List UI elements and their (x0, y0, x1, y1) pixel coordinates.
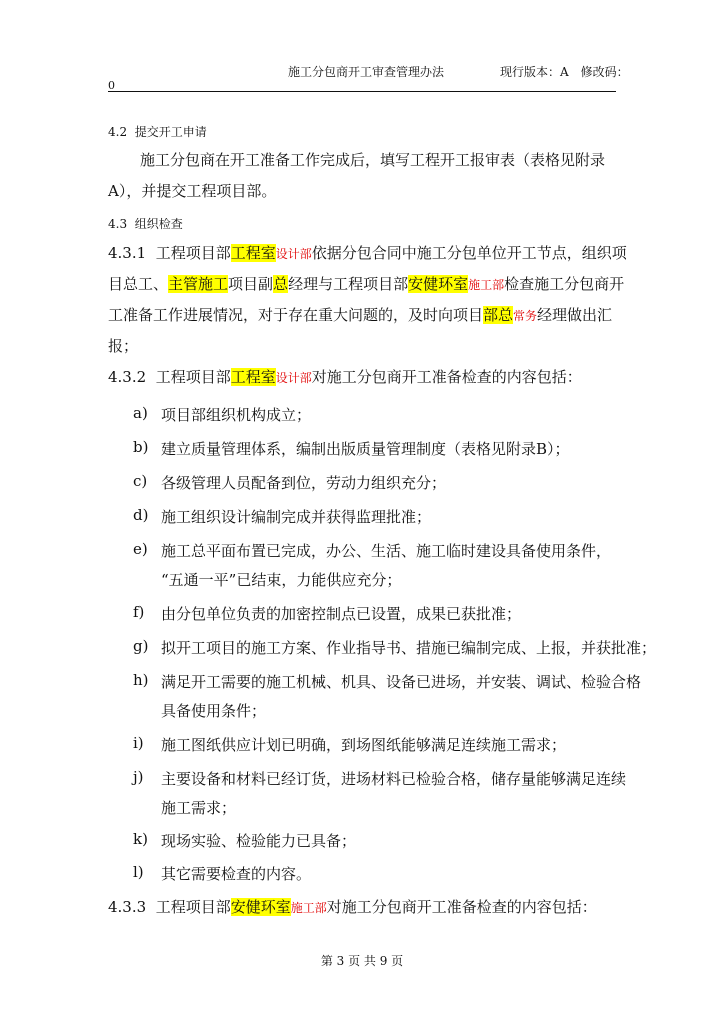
list-label: d) (133, 506, 149, 524)
text-run: 经理与工程项目部 (288, 275, 409, 293)
highlight-text: 安健环室 (230, 898, 291, 916)
list-label: l) (133, 863, 144, 881)
section-4-3-heading (108, 215, 183, 232)
clause-number: 4.3.1 (108, 244, 147, 262)
text-run: 依据分包合同中施工分包单位开工节点，组织项 (311, 244, 627, 262)
list-label: k) (133, 830, 148, 848)
text-run: 对施工分包商开工准备检查的内容包括： (311, 368, 582, 386)
text-run: 工准备工作进展情况，对于存在重大问题的，及时向项目 (108, 306, 484, 324)
text-run: 工程项目部 (155, 368, 231, 386)
list-text: 施工图纸供应计划已明确，到场图纸能够满足连续施工需求； (161, 736, 567, 754)
text-run: 对施工分包商开工准备检查的内容包括： (326, 898, 597, 916)
highlight-text: 安健环室 (408, 275, 469, 293)
paragraph-4-3-1-line-3 (108, 308, 612, 323)
header-title: 施工分包商开工审查管理办法 (288, 65, 445, 79)
section-title: 组织检查 (134, 217, 183, 231)
paragraph-4-3-1-line-2 (108, 277, 624, 292)
list-label: j) (133, 768, 144, 786)
text-run: 经理做出汇 (537, 306, 613, 324)
text-run: 项目副 (228, 275, 274, 293)
list-text: 满足开工需要的施工机械、机具、设备已进场，并安装、调试、检验合格 (161, 673, 642, 691)
section-number: 4.2 (108, 125, 128, 139)
section-4-2-heading (108, 123, 207, 140)
paragraph-4-3-3 (108, 900, 597, 915)
paragraph-4-2-line-1: 施工分包商在开工准备工作完成后，填写工程开工报审表（表格见附录 (140, 151, 606, 169)
text-run: 工程项目部 (155, 898, 231, 916)
list-text: 各级管理人员配备到位，劳动力组织充分； (161, 474, 447, 492)
list-text: 由分包单位负责的加密控制点已设置，成果已获批准； (161, 605, 522, 623)
highlight-text: 部总 (483, 306, 514, 324)
revision-text: 施工部 (290, 901, 327, 915)
revision-text: 常务 (513, 309, 538, 323)
paragraph-4-3-1-line-4: 报； (108, 337, 139, 355)
list-text: 主要设备和材料已经订货，进场材料已检验合格，储存量能够满足连续 (161, 770, 627, 788)
list-label: a) (133, 404, 148, 422)
header-rule (108, 91, 616, 92)
paragraph-4-2-line-2: A），并提交工程项目部。 (108, 182, 277, 200)
header-left-mark: 0 (108, 79, 115, 92)
paragraph-4-3-1-line-1 (108, 246, 627, 261)
revision-text: 设计部 (275, 247, 312, 261)
list-label: e) (133, 540, 148, 558)
list-label: g) (133, 637, 149, 655)
highlight-text: 主管施工 (168, 275, 229, 293)
highlight-text: 工程室 (230, 368, 276, 386)
list-label: b) (133, 438, 149, 456)
list-label: h) (133, 671, 149, 689)
list-text: 施工总平面布置已完成，办公、生活、施工临时建设具备使用条件， (161, 542, 612, 560)
list-text: 现场实验、检验能力已具备； (161, 832, 357, 850)
list-text: 拟开工项目的施工方案、作业指导书、措施已编制完成、上报，并获批准； (161, 639, 657, 657)
clause-number: 4.3.2 (108, 368, 147, 386)
header-version: 现行版本：A 修改码： (500, 65, 629, 79)
page-number: 第 3 页 共 9 页 (320, 954, 404, 968)
highlight-text: 总 (273, 275, 289, 293)
list-label: c) (133, 472, 148, 490)
list-label: f) (133, 603, 145, 621)
list-text: 具备使用条件； (161, 702, 267, 720)
paragraph-4-3-2 (108, 370, 582, 385)
list-text: 其它需要检查的内容。 (161, 865, 312, 883)
highlight-text: 工程室 (230, 244, 276, 262)
section-number: 4.3 (108, 217, 128, 231)
list-text: 施工组织设计编制完成并获得监理批准； (161, 508, 432, 526)
list-text: 施工需求； (161, 799, 237, 817)
list-text: 建立质量管理体系，编制出版质量管理制度（表格见附录B）； (161, 440, 570, 458)
list-label: i) (133, 734, 144, 752)
list-text: 项目部组织机构成立； (161, 406, 312, 424)
section-title: 提交开工申请 (134, 125, 207, 139)
list-text: “五通一平”已结束，力能供应充分； (161, 571, 402, 589)
text-run: 工程项目部 (155, 244, 231, 262)
revision-text: 施工部 (468, 278, 505, 292)
revision-text: 设计部 (275, 371, 312, 385)
clause-number: 4.3.3 (108, 898, 147, 916)
text-run: 目总工、 (108, 275, 169, 293)
text-run: 检查施工分包商开 (504, 275, 625, 293)
